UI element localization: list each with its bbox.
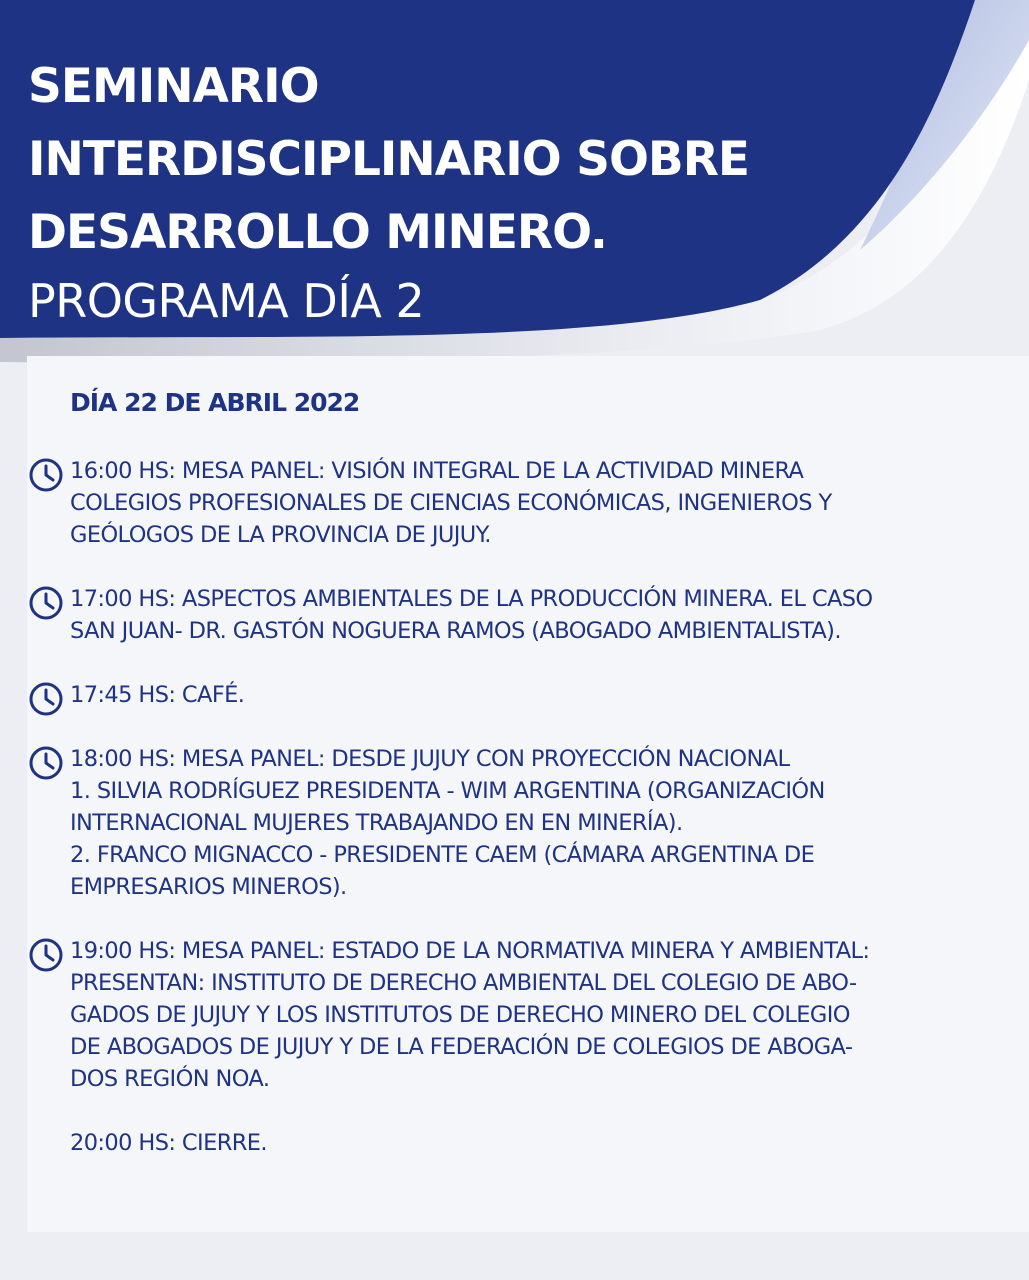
- clock-icon: [28, 457, 64, 493]
- schedule-line: EMPRESARIOS MINEROS).: [70, 874, 347, 900]
- schedule-line: DOS REGIÓN NOA.: [70, 1066, 270, 1092]
- schedule-line: 2. FRANCO MIGNACCO - PRESIDENTE CAEM (CÁMARA ARGENTINA DE: [70, 842, 815, 868]
- schedule-item: [28, 679, 1018, 711]
- schedule-item: [28, 743, 1018, 903]
- schedule-line: PRESENTAN: INSTITUTO DE DERECHO AMBIENTAL DEL COLEGIO DE ABO-: [70, 970, 857, 996]
- clock-icon: [28, 585, 64, 621]
- schedule-line: GEÓLOGOS DE LA PROVINCIA DE JUJUY.: [70, 522, 491, 548]
- schedule-item: [28, 455, 1018, 551]
- date-heading: DÍA 22 DE ABRIL 2022: [70, 388, 360, 417]
- title-line-3: DESARROLLO MINERO.: [28, 205, 607, 260]
- schedule-line: DE ABOGADOS DE JUJUY Y DE LA FEDERACIÓN DE COLEGIOS DE ABOGA-: [70, 1034, 853, 1060]
- schedule-line: 20:00 HS: CIERRE.: [70, 1130, 267, 1156]
- header-title-block: [28, 50, 749, 331]
- schedule-item: [28, 935, 1018, 1095]
- schedule-line: 17:45 HS: CAFÉ.: [70, 682, 245, 708]
- clock-icon: [28, 681, 64, 717]
- schedule-line: SAN JUAN- DR. GASTÓN NOGUERA RAMOS (ABOGADO AMBIENTALISTA).: [70, 618, 841, 644]
- schedule-list: [28, 455, 1018, 1191]
- schedule-line: COLEGIOS PROFESIONALES DE CIENCIAS ECONÓMICAS, INGENIEROS Y: [70, 490, 832, 516]
- clock-icon: [28, 937, 64, 973]
- schedule-line: INTERNACIONAL MUJERES TRABAJANDO EN EN MINERÍA).: [70, 810, 683, 836]
- page-subtitle: PROGRAMA DÍA 2: [28, 274, 425, 328]
- schedule-line: 17:00 HS: ASPECTOS AMBIENTALES DE LA PRODUCCIÓN MINERA. EL CASO: [70, 586, 873, 612]
- clock-icon: [28, 745, 64, 781]
- schedule-line: GADOS DE JUJUY Y LOS INSTITUTOS DE DERECHO MINERO DEL COLEGIO: [70, 1002, 850, 1028]
- schedule-line: 19:00 HS: MESA PANEL: ESTADO DE LA NORMATIVA MINERA Y AMBIENTAL:: [70, 938, 870, 964]
- schedule-line: 18:00 HS: MESA PANEL: DESDE JUJUY CON PROYECCIÓN NACIONAL: [70, 746, 790, 772]
- title-line-2: INTERDISCIPLINARIO SOBRE: [28, 132, 750, 187]
- schedule-line: 1. SILVIA RODRÍGUEZ PRESIDENTA - WIM ARGENTINA (ORGANIZACIÓN: [70, 778, 825, 804]
- title-line-1: SEMINARIO: [28, 59, 319, 114]
- schedule-item-closing: [28, 1127, 1018, 1159]
- schedule-item: [28, 583, 1018, 647]
- schedule-line: 16:00 HS: MESA PANEL: VISIÓN INTEGRAL DE LA ACTIVIDAD MINERA: [70, 458, 804, 484]
